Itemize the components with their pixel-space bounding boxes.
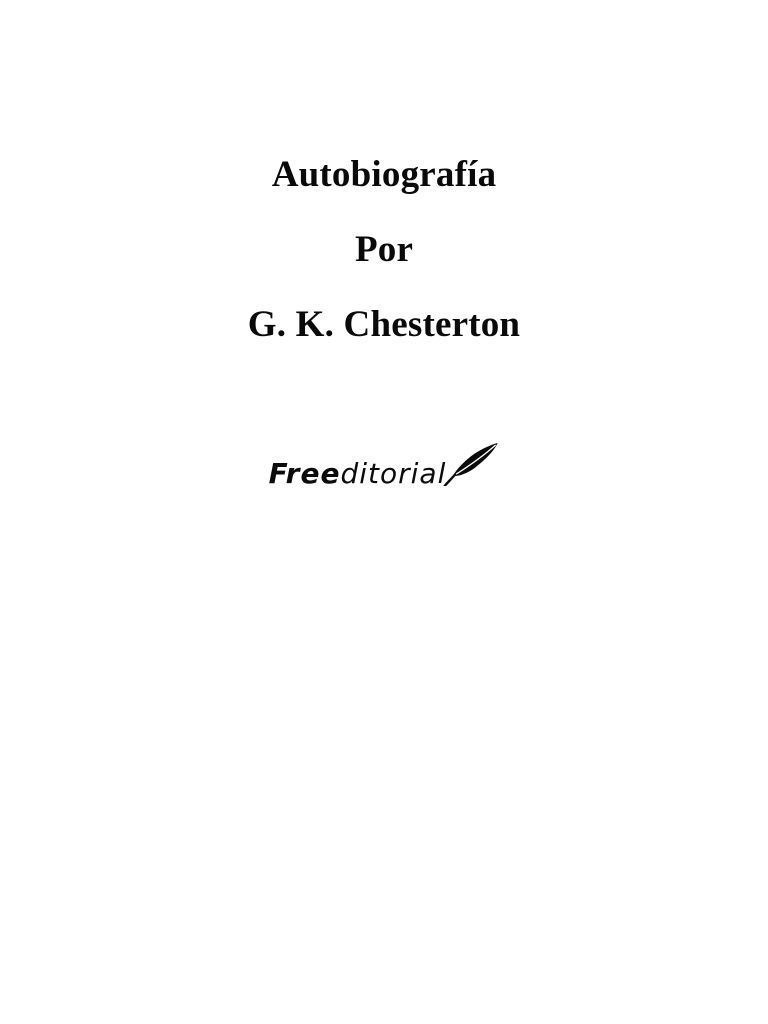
logo-text-free: Free <box>268 456 341 490</box>
byline: Por <box>354 229 414 270</box>
book-title: Autobiografía <box>271 154 497 195</box>
freeditorial-logo <box>269 442 500 490</box>
logo-text-ditorial: ditorial <box>340 456 447 490</box>
quill-feather-icon <box>443 442 499 486</box>
author-name: G. K. Chesterton <box>247 304 521 345</box>
freeditorial-logo-text <box>269 458 447 490</box>
